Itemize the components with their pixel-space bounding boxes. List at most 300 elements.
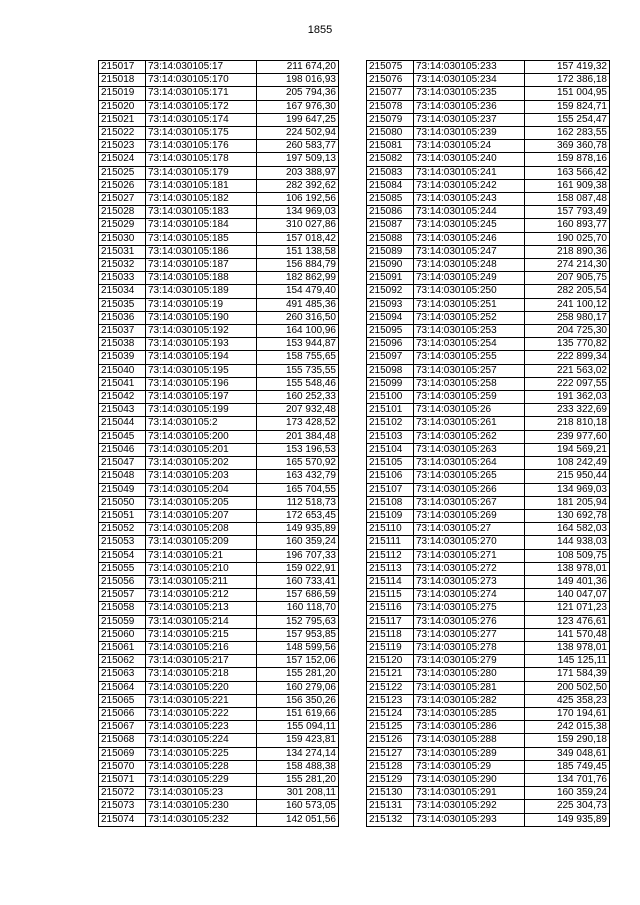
value-cell: 160 359,24 xyxy=(257,536,339,549)
cadastral-number-cell: 73:14:030105:225 xyxy=(146,747,257,760)
record-number-cell: 215059 xyxy=(99,615,146,628)
value-cell: 151 138,58 xyxy=(257,245,339,258)
cadastral-number-cell: 73:14:030105:189 xyxy=(146,285,257,298)
value-cell: 149 935,89 xyxy=(525,813,610,826)
record-number-cell: 215051 xyxy=(99,509,146,522)
cadastral-number-cell: 73:14:030105:175 xyxy=(146,127,257,140)
record-number-cell: 215107 xyxy=(367,483,414,496)
cadastral-number-cell: 73:14:030105:213 xyxy=(146,602,257,615)
table-row xyxy=(99,443,339,456)
value-cell: 151 004,95 xyxy=(525,87,610,100)
record-number-cell: 215116 xyxy=(367,602,414,615)
table-row xyxy=(99,509,339,522)
record-number-cell: 215048 xyxy=(99,470,146,483)
cadastral-number-cell: 73:14:030105:181 xyxy=(146,179,257,192)
table-row xyxy=(367,523,610,536)
record-number-cell: 215064 xyxy=(99,681,146,694)
record-number-cell: 215060 xyxy=(99,628,146,641)
table-row xyxy=(367,351,610,364)
record-number-cell: 215058 xyxy=(99,602,146,615)
record-number-cell: 215128 xyxy=(367,760,414,773)
value-cell: 160 252,33 xyxy=(257,391,339,404)
record-number-cell: 215049 xyxy=(99,483,146,496)
value-cell: 260 583,77 xyxy=(257,140,339,153)
value-cell: 161 909,38 xyxy=(525,179,610,192)
value-cell: 157 953,85 xyxy=(257,628,339,641)
record-number-cell: 215113 xyxy=(367,562,414,575)
cadastral-number-cell: 73:14:030105:262 xyxy=(414,430,525,443)
table-row xyxy=(99,272,339,285)
record-number-cell: 215095 xyxy=(367,325,414,338)
value-cell: 123 476,61 xyxy=(525,615,610,628)
value-cell: 154 479,40 xyxy=(257,285,339,298)
table-row xyxy=(367,166,610,179)
table-row xyxy=(367,787,610,800)
record-number-cell: 215028 xyxy=(99,206,146,219)
cadastral-number-cell: 73:14:030105:291 xyxy=(414,787,525,800)
cadastral-number-cell: 73:14:030105:187 xyxy=(146,259,257,272)
table-row xyxy=(99,694,339,707)
value-cell: 158 087,48 xyxy=(525,193,610,206)
table-row xyxy=(99,74,339,87)
value-cell: 182 862,99 xyxy=(257,272,339,285)
table-row xyxy=(99,179,339,192)
value-cell: 369 360,78 xyxy=(525,140,610,153)
table-row xyxy=(99,536,339,549)
table-row xyxy=(99,364,339,377)
table-row xyxy=(367,668,610,681)
table-row xyxy=(99,127,339,140)
table-row xyxy=(367,325,610,338)
cadastral-number-cell: 73:14:030105:190 xyxy=(146,311,257,324)
table-row xyxy=(99,325,339,338)
value-cell: 301 208,11 xyxy=(257,787,339,800)
record-number-cell: 215043 xyxy=(99,404,146,417)
cadastral-number-cell: 73:14:030105:186 xyxy=(146,245,257,258)
table-row xyxy=(367,391,610,404)
cadastral-number-cell: 73:14:030105:282 xyxy=(414,694,525,707)
record-number-cell: 215033 xyxy=(99,272,146,285)
table-row xyxy=(99,113,339,126)
table-row xyxy=(99,391,339,404)
cadastral-number-cell: 73:14:030105:233 xyxy=(414,61,525,74)
value-cell: 425 358,23 xyxy=(525,694,610,707)
record-number-cell: 215112 xyxy=(367,549,414,562)
record-number-cell: 215019 xyxy=(99,87,146,100)
table-row xyxy=(367,734,610,747)
record-number-cell: 215029 xyxy=(99,219,146,232)
record-number-cell: 215047 xyxy=(99,457,146,470)
cadastral-number-cell: 73:14:030105:235 xyxy=(414,87,525,100)
cadastral-number-cell: 73:14:030105:193 xyxy=(146,338,257,351)
table-row xyxy=(99,734,339,747)
table-row xyxy=(367,259,610,272)
record-number-cell: 215037 xyxy=(99,325,146,338)
record-number-cell: 215071 xyxy=(99,773,146,786)
cadastral-number-cell: 73:14:030105:288 xyxy=(414,734,525,747)
cadastral-number-cell: 73:14:030105:222 xyxy=(146,707,257,720)
cadastral-number-cell: 73:14:030105:228 xyxy=(146,760,257,773)
table-row xyxy=(367,707,610,720)
cadastral-number-cell: 73:14:030105:211 xyxy=(146,575,257,588)
record-number-cell: 215046 xyxy=(99,443,146,456)
table-row xyxy=(367,206,610,219)
value-cell: 349 048,61 xyxy=(525,747,610,760)
value-cell: 160 893,77 xyxy=(525,219,610,232)
cadastral-number-cell: 73:14:030105:17 xyxy=(146,61,257,74)
value-cell: 149 935,89 xyxy=(257,523,339,536)
value-cell: 225 304,73 xyxy=(525,800,610,813)
record-number-cell: 215045 xyxy=(99,430,146,443)
value-cell: 218 890,36 xyxy=(525,245,610,258)
table-row xyxy=(367,87,610,100)
value-cell: 149 401,36 xyxy=(525,575,610,588)
table-row xyxy=(99,668,339,681)
cadastral-number-cell: 73:14:030105:275 xyxy=(414,602,525,615)
value-cell: 159 824,71 xyxy=(525,100,610,113)
record-number-cell: 215044 xyxy=(99,417,146,430)
record-number-cell: 215017 xyxy=(99,61,146,74)
record-number-cell: 215026 xyxy=(99,179,146,192)
cadastral-number-cell: 73:14:030105:257 xyxy=(414,364,525,377)
record-number-cell: 215061 xyxy=(99,641,146,654)
value-cell: 242 015,38 xyxy=(525,721,610,734)
cadastral-number-cell: 73:14:030105:273 xyxy=(414,575,525,588)
table-row xyxy=(367,747,610,760)
record-number-cell: 215123 xyxy=(367,694,414,707)
record-number-cell: 215018 xyxy=(99,74,146,87)
cadastral-number-cell: 73:14:030105:242 xyxy=(414,179,525,192)
cadastral-number-cell: 73:14:030105:210 xyxy=(146,562,257,575)
cadastral-number-cell: 73:14:030105:24 xyxy=(414,140,525,153)
cadastral-number-cell: 73:14:030105:19 xyxy=(146,298,257,311)
table-row xyxy=(367,615,610,628)
table-row xyxy=(367,470,610,483)
value-cell: 172 653,45 xyxy=(257,509,339,522)
value-cell: 141 570,48 xyxy=(525,628,610,641)
record-number-cell: 215087 xyxy=(367,219,414,232)
table-row xyxy=(99,87,339,100)
record-number-cell: 215039 xyxy=(99,351,146,364)
record-number-cell: 215077 xyxy=(367,87,414,100)
record-number-cell: 215092 xyxy=(367,285,414,298)
cadastral-number-cell: 73:14:030105:254 xyxy=(414,338,525,351)
record-number-cell: 215115 xyxy=(367,589,414,602)
table-row xyxy=(99,338,339,351)
cadastral-number-cell: 73:14:030105:216 xyxy=(146,641,257,654)
record-number-cell: 215031 xyxy=(99,245,146,258)
value-cell: 142 051,56 xyxy=(257,813,339,826)
value-cell: 185 749,45 xyxy=(525,760,610,773)
value-cell: 151 619,66 xyxy=(257,707,339,720)
table-row xyxy=(367,232,610,245)
value-cell: 155 254,47 xyxy=(525,113,610,126)
record-number-cell: 215098 xyxy=(367,364,414,377)
value-cell: 145 125,11 xyxy=(525,655,610,668)
value-cell: 157 686,59 xyxy=(257,589,339,602)
record-number-cell: 215085 xyxy=(367,193,414,206)
table-row xyxy=(99,523,339,536)
value-cell: 215 950,44 xyxy=(525,470,610,483)
table-row xyxy=(367,219,610,232)
cadastral-number-cell: 73:14:030105:293 xyxy=(414,813,525,826)
record-number-cell: 215069 xyxy=(99,747,146,760)
value-cell: 157 152,06 xyxy=(257,655,339,668)
table-row xyxy=(99,377,339,390)
value-cell: 134 701,76 xyxy=(525,773,610,786)
value-cell: 153 196,53 xyxy=(257,443,339,456)
cadastral-number-cell: 73:14:030105:250 xyxy=(414,285,525,298)
value-cell: 138 978,01 xyxy=(525,641,610,654)
value-cell: 224 502,94 xyxy=(257,127,339,140)
table-row xyxy=(99,496,339,509)
cadastral-number-cell: 73:14:030105:267 xyxy=(414,496,525,509)
table-row xyxy=(99,773,339,786)
value-cell: 258 980,17 xyxy=(525,311,610,324)
value-cell: 221 563,02 xyxy=(525,364,610,377)
table-row xyxy=(99,641,339,654)
record-number-cell: 215097 xyxy=(367,351,414,364)
table-row xyxy=(99,351,339,364)
record-number-cell: 215083 xyxy=(367,166,414,179)
table-row xyxy=(367,298,610,311)
cadastral-number-cell: 73:14:030105:217 xyxy=(146,655,257,668)
value-cell: 134 274,14 xyxy=(257,747,339,760)
value-cell: 222 899,34 xyxy=(525,351,610,364)
value-cell: 194 569,21 xyxy=(525,443,610,456)
record-number-cell: 215021 xyxy=(99,113,146,126)
table-row xyxy=(367,113,610,126)
cadastral-number-cell: 73:14:030105:237 xyxy=(414,113,525,126)
table-row xyxy=(367,140,610,153)
table-row xyxy=(367,536,610,549)
value-cell: 491 485,36 xyxy=(257,298,339,311)
record-number-cell: 215036 xyxy=(99,311,146,324)
value-cell: 157 018,42 xyxy=(257,232,339,245)
cadastral-number-cell: 73:14:030105:276 xyxy=(414,615,525,628)
value-cell: 108 509,75 xyxy=(525,549,610,562)
cadastral-number-cell: 73:14:030105:223 xyxy=(146,721,257,734)
cadastral-number-cell: 73:14:030105:270 xyxy=(414,536,525,549)
value-cell: 274 214,30 xyxy=(525,259,610,272)
cadastral-number-cell: 73:14:030105:182 xyxy=(146,193,257,206)
table-row xyxy=(99,589,339,602)
record-number-cell: 215124 xyxy=(367,707,414,720)
value-cell: 138 978,01 xyxy=(525,562,610,575)
record-number-cell: 215109 xyxy=(367,509,414,522)
record-number-cell: 215041 xyxy=(99,377,146,390)
table-row xyxy=(367,457,610,470)
cadastral-number-cell: 73:14:030105:201 xyxy=(146,443,257,456)
value-cell: 134 969,03 xyxy=(257,206,339,219)
table-row xyxy=(99,787,339,800)
record-number-cell: 215053 xyxy=(99,536,146,549)
cadastral-number-cell: 73:14:030105:176 xyxy=(146,140,257,153)
table-row xyxy=(367,760,610,773)
table-row xyxy=(99,549,339,562)
cadastral-number-cell: 73:14:030105:246 xyxy=(414,232,525,245)
value-cell: 171 584,39 xyxy=(525,668,610,681)
table-row xyxy=(99,602,339,615)
cadastral-number-cell: 73:14:030105:240 xyxy=(414,153,525,166)
table-row xyxy=(367,773,610,786)
record-number-cell: 215022 xyxy=(99,127,146,140)
record-number-cell: 215072 xyxy=(99,787,146,800)
cadastral-number-cell: 73:14:030105:251 xyxy=(414,298,525,311)
cadastral-number-cell: 73:14:030105:26 xyxy=(414,404,525,417)
cadastral-number-cell: 73:14:030105:229 xyxy=(146,773,257,786)
cadastral-table-left xyxy=(98,60,339,827)
value-cell: 130 692,78 xyxy=(525,509,610,522)
cadastral-number-cell: 73:14:030105:259 xyxy=(414,391,525,404)
table-row xyxy=(99,417,339,430)
cadastral-number-cell: 73:14:030105:232 xyxy=(146,813,257,826)
record-number-cell: 215075 xyxy=(367,61,414,74)
table-row xyxy=(99,628,339,641)
table-row xyxy=(99,206,339,219)
cadastral-number-cell: 73:14:030105:249 xyxy=(414,272,525,285)
cadastral-number-cell: 73:14:030105:266 xyxy=(414,483,525,496)
cadastral-number-cell: 73:14:030105:207 xyxy=(146,509,257,522)
cadastral-number-cell: 73:14:030105:212 xyxy=(146,589,257,602)
table-row xyxy=(99,457,339,470)
table-row xyxy=(367,549,610,562)
value-cell: 155 281,20 xyxy=(257,773,339,786)
table-row xyxy=(99,430,339,443)
table-row xyxy=(99,562,339,575)
table-row xyxy=(367,628,610,641)
cadastral-number-cell: 73:14:030105:185 xyxy=(146,232,257,245)
table-row xyxy=(367,655,610,668)
value-cell: 203 388,97 xyxy=(257,166,339,179)
cadastral-number-cell: 73:14:030105:199 xyxy=(146,404,257,417)
value-cell: 159 022,91 xyxy=(257,562,339,575)
table-row xyxy=(367,245,610,258)
record-number-cell: 215089 xyxy=(367,245,414,258)
table-row xyxy=(367,443,610,456)
record-number-cell: 215066 xyxy=(99,707,146,720)
record-number-cell: 215067 xyxy=(99,721,146,734)
value-cell: 222 097,55 xyxy=(525,377,610,390)
value-cell: 207 932,48 xyxy=(257,404,339,417)
cadastral-number-cell: 73:14:030105:197 xyxy=(146,391,257,404)
record-number-cell: 215050 xyxy=(99,496,146,509)
cadastral-number-cell: 73:14:030105:200 xyxy=(146,430,257,443)
value-cell: 152 795,63 xyxy=(257,615,339,628)
table-row xyxy=(367,694,610,707)
record-number-cell: 215027 xyxy=(99,193,146,206)
cadastral-number-cell: 73:14:030105:203 xyxy=(146,470,257,483)
cadastral-number-cell: 73:14:030105:269 xyxy=(414,509,525,522)
value-cell: 159 878,16 xyxy=(525,153,610,166)
value-cell: 200 502,50 xyxy=(525,681,610,694)
record-number-cell: 215103 xyxy=(367,430,414,443)
record-number-cell: 215055 xyxy=(99,562,146,575)
table-row xyxy=(99,747,339,760)
cadastral-number-cell: 73:14:030105:285 xyxy=(414,707,525,720)
record-number-cell: 215034 xyxy=(99,285,146,298)
table-row xyxy=(367,721,610,734)
record-number-cell: 215110 xyxy=(367,523,414,536)
value-cell: 164 582,03 xyxy=(525,523,610,536)
value-cell: 121 071,23 xyxy=(525,602,610,615)
record-number-cell: 215117 xyxy=(367,615,414,628)
record-number-cell: 215090 xyxy=(367,259,414,272)
table-row xyxy=(367,496,610,509)
cadastral-number-cell: 73:14:030105:253 xyxy=(414,325,525,338)
record-number-cell: 215065 xyxy=(99,694,146,707)
record-number-cell: 215023 xyxy=(99,140,146,153)
cadastral-number-cell: 73:14:030105:220 xyxy=(146,681,257,694)
table-row xyxy=(99,232,339,245)
table-row xyxy=(367,681,610,694)
value-cell: 162 283,55 xyxy=(525,127,610,140)
cadastral-number-cell: 73:14:030105:29 xyxy=(414,760,525,773)
record-number-cell: 215088 xyxy=(367,232,414,245)
record-number-cell: 215070 xyxy=(99,760,146,773)
cadastral-number-cell: 73:14:030105:224 xyxy=(146,734,257,747)
value-cell: 156 350,26 xyxy=(257,694,339,707)
cadastral-number-cell: 73:14:030105:196 xyxy=(146,377,257,390)
cadastral-number-cell: 73:14:030105:247 xyxy=(414,245,525,258)
table-row xyxy=(367,589,610,602)
cadastral-number-cell: 73:14:030105:21 xyxy=(146,549,257,562)
record-number-cell: 215084 xyxy=(367,179,414,192)
cadastral-number-cell: 73:14:030105:27 xyxy=(414,523,525,536)
table-row xyxy=(99,166,339,179)
table-row xyxy=(367,338,610,351)
record-number-cell: 215057 xyxy=(99,589,146,602)
value-cell: 173 428,52 xyxy=(257,417,339,430)
cadastral-number-cell: 73:14:030105:194 xyxy=(146,351,257,364)
table-row xyxy=(367,61,610,74)
value-cell: 260 316,50 xyxy=(257,311,339,324)
table-row xyxy=(99,259,339,272)
record-number-cell: 215073 xyxy=(99,800,146,813)
cadastral-number-cell: 73:14:030105:265 xyxy=(414,470,525,483)
record-number-cell: 215114 xyxy=(367,575,414,588)
record-number-cell: 215032 xyxy=(99,259,146,272)
cadastral-number-cell: 73:14:030105:278 xyxy=(414,641,525,654)
cadastral-number-cell: 73:14:030105:234 xyxy=(414,74,525,87)
cadastral-number-cell: 73:14:030105:188 xyxy=(146,272,257,285)
cadastral-number-cell: 73:14:030105:290 xyxy=(414,773,525,786)
table-row xyxy=(367,311,610,324)
value-cell: 134 969,03 xyxy=(525,483,610,496)
cadastral-number-cell: 73:14:030105:183 xyxy=(146,206,257,219)
table-row xyxy=(99,575,339,588)
value-cell: 153 944,87 xyxy=(257,338,339,351)
record-number-cell: 215118 xyxy=(367,628,414,641)
value-cell: 239 977,60 xyxy=(525,430,610,443)
record-number-cell: 215129 xyxy=(367,773,414,786)
table-row xyxy=(99,800,339,813)
value-cell: 160 733,41 xyxy=(257,575,339,588)
table-row xyxy=(367,562,610,575)
cadastral-number-cell: 73:14:030105:263 xyxy=(414,443,525,456)
cadastral-number-cell: 73:14:030105:286 xyxy=(414,721,525,734)
table-row xyxy=(367,641,610,654)
cadastral-number-cell: 73:14:030105:174 xyxy=(146,113,257,126)
record-number-cell: 215081 xyxy=(367,140,414,153)
cadastral-number-cell: 73:14:030105:184 xyxy=(146,219,257,232)
record-number-cell: 215100 xyxy=(367,391,414,404)
table-row xyxy=(367,417,610,430)
cadastral-number-cell: 73:14:030105:239 xyxy=(414,127,525,140)
record-number-cell: 215120 xyxy=(367,655,414,668)
value-cell: 155 281,20 xyxy=(257,668,339,681)
cadastral-number-cell: 73:14:030105:243 xyxy=(414,193,525,206)
